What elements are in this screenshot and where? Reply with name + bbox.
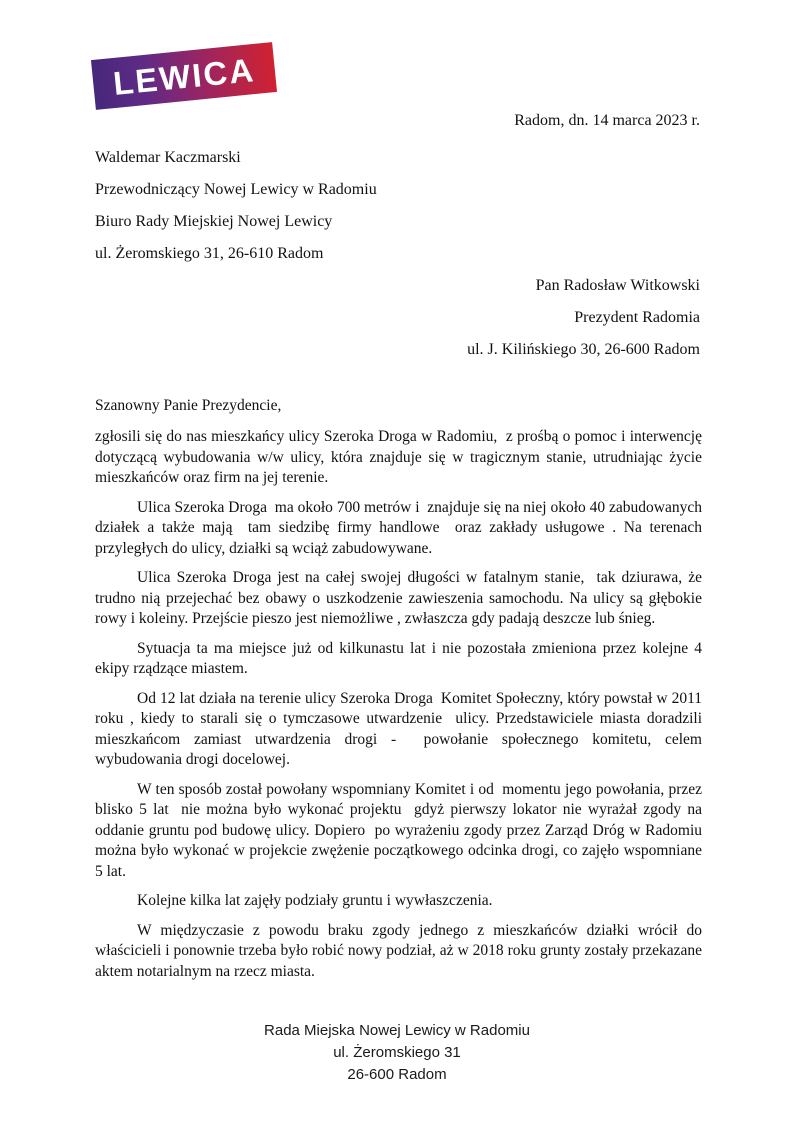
footer-line: 26-600 Radom <box>347 1066 447 1083</box>
lewica-logo <box>91 42 277 110</box>
recipient-address-block <box>467 270 700 366</box>
salutation: Szanowny Panie Prezydencie, <box>95 397 282 414</box>
letter-paragraph: Sytuacja ta ma miejsce już od kilkunastu lat i nie pozostała zmieniona przez kolejne 4 ekipy rządzące miastem. <box>95 639 706 677</box>
sender-address-line: Przewodniczący Nowej Lewicy w Radomiu <box>95 181 377 198</box>
recipient-address-line: Prezydent Radomia <box>574 309 700 326</box>
sender-address-line: Biuro Rady Miejskiej Nowej Lewicy <box>95 213 333 230</box>
footer-address-block <box>0 1020 794 1086</box>
sender-address-block <box>95 142 377 270</box>
sender-address-line: ul. Żeromskiego 31, 26-610 Radom <box>95 245 324 262</box>
letter-date: Radom, dn. 14 marca 2023 r. <box>514 112 700 129</box>
sender-address-line: Waldemar Kaczmarski <box>95 149 241 166</box>
letter-paragraph: W ten sposób został powołany wspomniany Komitet i od momentu jego powołania, przez blisko 5 lat nie można było wykonać projektu gdyż pierwszy lokator nie wyrażał zgody na oddanie gruntu pod budowę ulicy. Dopiero po wyrażeniu zgody przez Zarząd Dróg w Radomiu można było wykonać w projekcie zwężenie początkowego odcinka drogi, co zajęło wspomniane 5 lat. <box>95 780 706 880</box>
letter-paragraphs <box>95 427 706 991</box>
footer-line: Rada Miejska Nowej Lewicy w Radomiu <box>264 1022 530 1039</box>
lewica-logo-text: LEWICA <box>111 50 257 102</box>
letter-paragraph: W międzyczasie z powodu braku zgody jednego z mieszkańców działki wrócił do właścicieli i ponownie trzeba było robić nowy podział, aż w 2018 roku grunty zostały przekazane aktem notarialnym na rzecz miasta. <box>95 921 706 980</box>
recipient-address-line: ul. J. Kilińskiego 30, 26-600 Radom <box>467 341 700 358</box>
footer-line: ul. Żeromskiego 31 <box>333 1044 461 1061</box>
letter-paragraph: Ulica Szeroka Droga jest na całej swojej długości w fatalnym stanie, tak dziurawa, że trudno nią przejechać bez obawy o uszkodzenie zawieszenia samochodu. Na ulicy są głębokie rowy i koleiny. Przejście pieszo jest niemożliwe , zwłaszcza gdy padają deszcze lub śnieg. <box>95 569 706 627</box>
letter-paragraph: Od 12 lat działa na terenie ulicy Szeroka Droga Komitet Społeczny, który powstał w 2011 roku , kiedy to starali się o tymczasowe utwardzenie ulicy. Przedstawiciele miasta doradzili mieszkańcom zamiast utwardzenia drogi - powołanie społecznego komitetu, celem wybudowania drogi docelowej. <box>95 689 706 768</box>
letter-paragraph: zgłosili się do nas mieszkańcy ulicy Szeroka Droga w Radomiu, z prośbą o pomoc i interwencję dotyczącą wybudowania w/w ulicy, która znajduje się w tragicznym stanie, utrudniając życie mieszkańców oraz firm na jej terenie. <box>95 428 706 486</box>
recipient-address-line: Pan Radosław Witkowski <box>535 277 700 294</box>
letter-paragraph: Kolejne kilka lat zajęły podziały gruntu i wywłaszczenia. <box>137 892 493 909</box>
letter-paragraph: Ulica Szeroka Droga ma około 700 metrów i znajduje się na niej około 40 zabudowanych działek a także mają tam siedzibę firmy handlowe oraz zakłady usługowe . Na terenach przyległych do ulicy, działki są wciąż zabudowywane. <box>95 498 706 557</box>
